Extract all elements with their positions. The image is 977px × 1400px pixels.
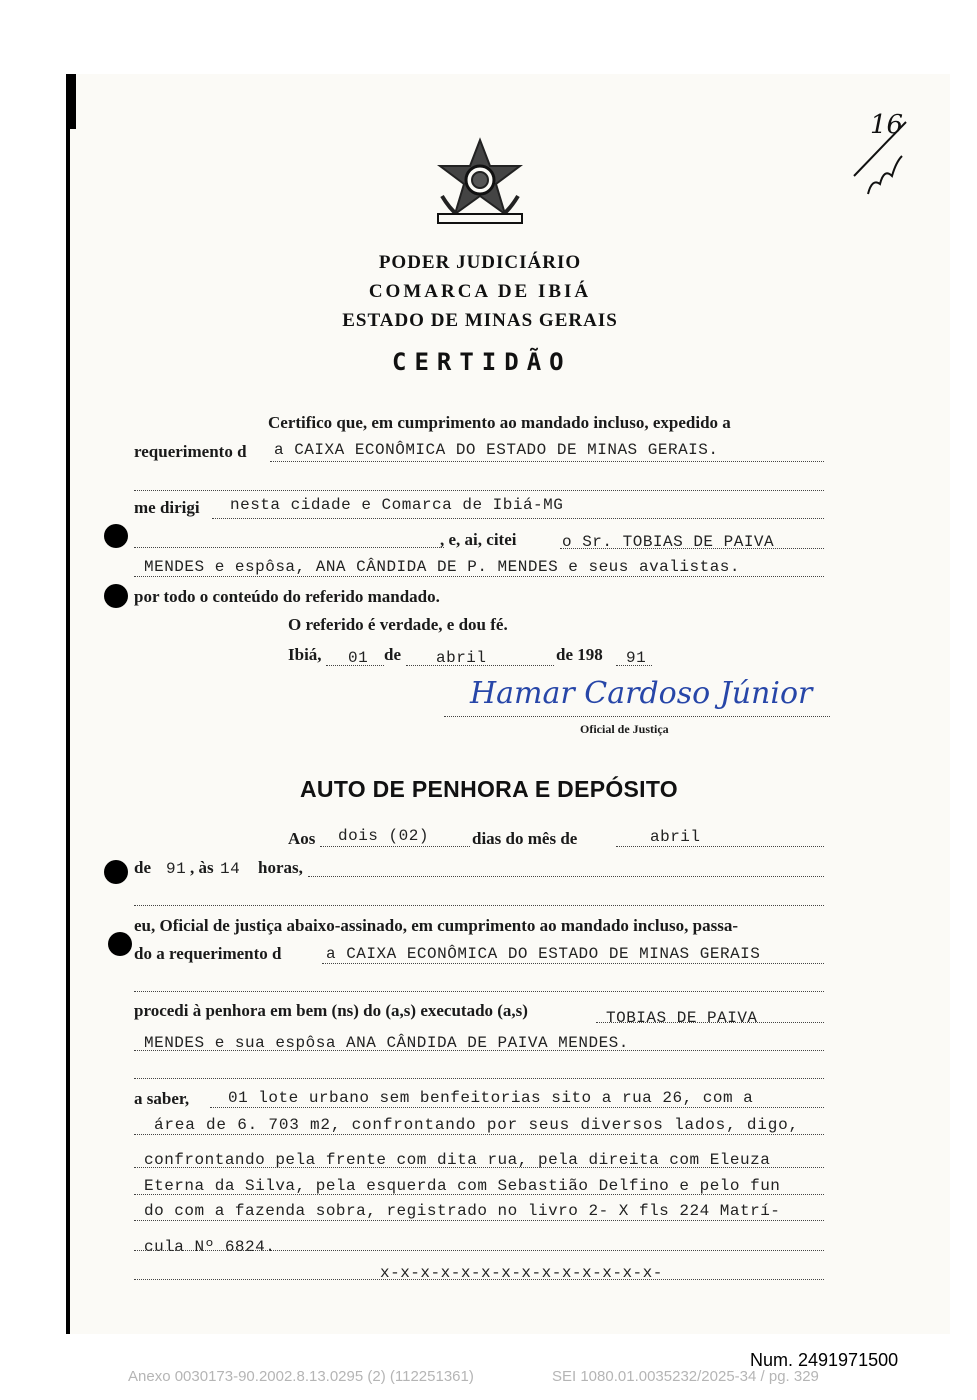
document-title: CERTIDÃO [392, 348, 572, 376]
fill-line [406, 665, 554, 666]
fill-line [134, 1250, 824, 1251]
fill-line [320, 846, 470, 847]
header-line-2: COMARCA DE IBIÁ [368, 281, 592, 302]
fill-line [134, 576, 824, 577]
fill-line [270, 461, 824, 462]
fill-line [134, 490, 824, 491]
executado-2: MENDES e sua espôsa ANA CÂNDIDA DE PAIVA MENDES. [144, 1034, 629, 1052]
fill-line [596, 1022, 824, 1023]
fill-line [134, 905, 824, 906]
horas-label: horas, [258, 858, 303, 877]
bens-line-3: confrontando pela frente com dita rua, pela direita com Eleuza [144, 1151, 771, 1169]
aos-label: Aos [288, 829, 316, 848]
fill-line [308, 876, 824, 877]
document-number: Num. 2491971500 [750, 1350, 899, 1370]
requerimento-value: a CAIXA ECONÔMICA DO ESTADO DE MINAS GERAIS. [274, 441, 719, 459]
aos-value: dois (02) [338, 827, 429, 845]
executado: TOBIAS DE PAIVA [606, 1009, 758, 1027]
scan-edge [66, 74, 76, 129]
de-label: de [384, 645, 401, 664]
requerimento-label: requerimento d [134, 442, 247, 461]
footer-ref-left: Anexo 0030173-90.2002.8.13.0295 (2) (112251361) [128, 1368, 474, 1385]
place: Ibiá, [288, 645, 322, 664]
fill-line [134, 1134, 824, 1135]
fill-line [212, 518, 824, 519]
page-mark-strokes [850, 118, 910, 198]
punch-hole [104, 584, 128, 608]
citei-value-2: MENDES e espôsa, ANA CÂNDIDA DE P. MENDES e seus avalistas. [144, 558, 740, 576]
citei-value: o Sr. TOBIAS DE PAIVA [562, 533, 775, 551]
fill-line [134, 991, 824, 992]
de-label-2: de [134, 858, 151, 877]
signature-line [444, 716, 830, 717]
official-label: Oficial de Justiça [580, 722, 669, 736]
year-label: de 198 [556, 645, 603, 664]
footer-ref-right: SEI 1080.01.0035232/2025-34 / pg. 329 [552, 1368, 819, 1385]
header-line-1: PODER JUDICIÁRIO [378, 252, 582, 273]
hour: 14 [220, 860, 241, 878]
bens-line-2: área de 6. 703 m2, confrontando por seus diversos lados, digo, [154, 1116, 799, 1134]
coat-of-arms-seal [430, 136, 530, 234]
year: 91 [626, 649, 647, 667]
fill-line [616, 665, 652, 666]
page-mark: 16 [870, 110, 904, 140]
punch-hole [108, 932, 132, 956]
do-label: do a requerimento d [134, 944, 282, 963]
a-saber-label: a saber, [134, 1089, 190, 1108]
me-dirigi-value: nesta cidade e Comarca de Ibiá-MG [230, 496, 564, 514]
auto-year: 91 [166, 860, 187, 878]
fill-line [560, 548, 824, 549]
closing-marks: x-x-x-x-x-x-x-x-x-x-x-x-x-x- [380, 1264, 663, 1282]
fill-line [322, 963, 824, 964]
bens-line-1: 01 lote urbano sem benfeitorias sito a rua 26, com a [228, 1089, 754, 1107]
fill-line [326, 665, 384, 666]
me-dirigi-label: me dirigi [134, 498, 200, 517]
bens-line-5: do com a fazenda sobra, registrado no livro 2- X fls 224 Matrí- [144, 1202, 781, 1220]
fill-line [210, 1107, 824, 1108]
fill-line [134, 1050, 824, 1051]
bens-line-6: cula Nº 6824. [144, 1238, 276, 1256]
citei-label: , e, ai, citei [440, 530, 517, 549]
fill-line [134, 1220, 824, 1221]
auto-month: abril [650, 828, 701, 846]
verdade-line: O referido é verdade, e dou fé. [288, 615, 508, 634]
month: abril [436, 649, 487, 667]
certidao-line-1: Certifico que, em cumprimento ao mandado incluso, expedido a [268, 413, 731, 432]
as-label: , às [190, 858, 214, 877]
eu-line: eu, Oficial de justiça abaixo-assinado, em cumprimento ao mandado incluso, passa- [134, 916, 739, 935]
fill-line [134, 1279, 824, 1280]
fill-line [134, 1194, 824, 1195]
dias-label: dias do mês de [472, 829, 578, 848]
header-line-3: ESTADO DE MINAS GERAIS [342, 310, 618, 331]
do-value: a CAIXA ECONÔMICA DO ESTADO DE MINAS GERAIS [326, 945, 761, 963]
bens-line-4: Eterna da Silva, pela esquerda com Sebastião Delfino e pelo fun [144, 1177, 781, 1195]
fill-line [616, 846, 824, 847]
fill-line [134, 547, 444, 548]
conteudo-line: por todo o conteúdo do referido mandado. [134, 587, 440, 606]
auto-title: AUTO DE PENHORA E DEPÓSITO [300, 776, 678, 802]
punch-hole [104, 860, 128, 884]
procedi-line: procedi à penhora em bem (ns) do (a,s) executado (a,s) [134, 1001, 528, 1020]
fill-line [134, 1167, 824, 1168]
signature: Hamar Cardoso Júnior [470, 676, 813, 711]
fill-line [134, 1078, 824, 1079]
day: 01 [348, 649, 369, 667]
punch-hole [104, 524, 128, 548]
